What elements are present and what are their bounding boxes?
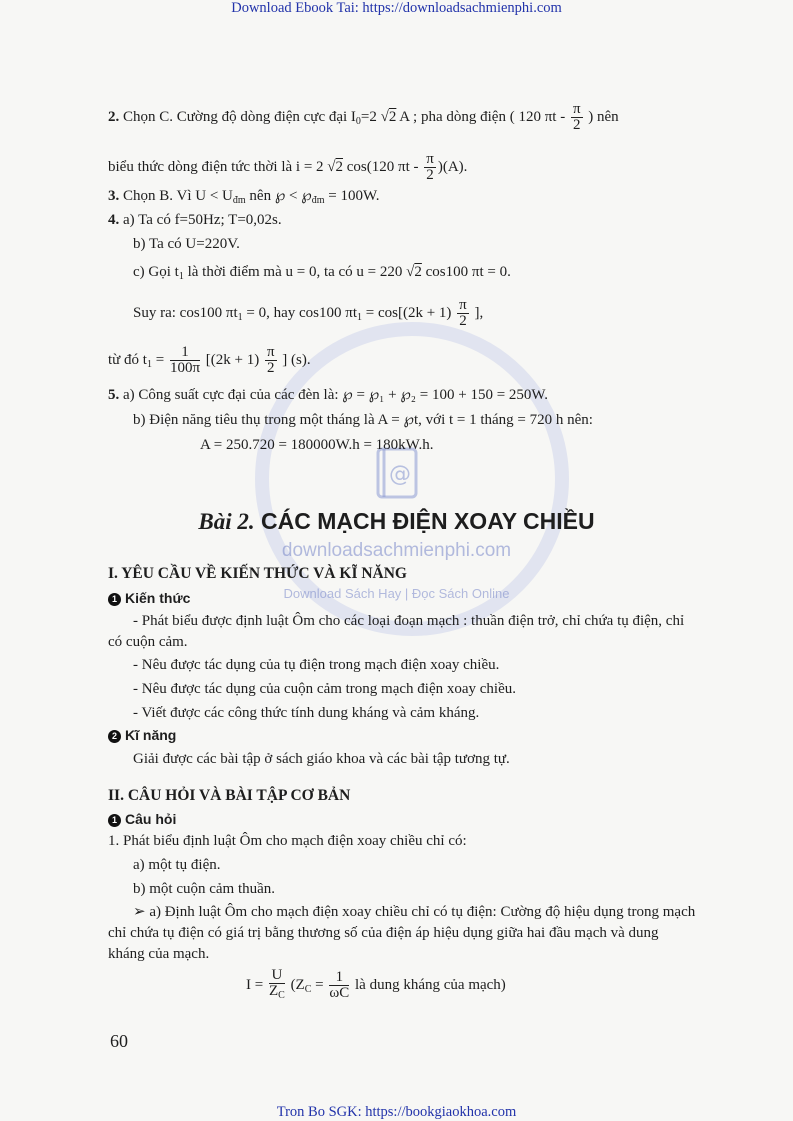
watermark-site: downloadsachmienphi.com bbox=[281, 540, 512, 561]
question-1: 1. Phát biểu định luật Ôm cho mạch điện xoay chiều chỉ có: bbox=[108, 833, 467, 849]
questions-heading: 1 Câu hỏi bbox=[108, 811, 176, 827]
knowledge-item-1: - Phát biểu được định luật Ôm cho các loại đoạn mạch : thuần điện trở, chỉ chứa tụ điện, chỉ có cuộn cảm. bbox=[108, 613, 685, 650]
question-1a: a) một tụ điện. bbox=[133, 857, 221, 873]
section-2-title: II. CÂU HỎI VÀ BÀI TẬP CƠ BẢN bbox=[108, 787, 351, 804]
knowledge-item-4: - Viết được các công thức tính dung kháng và cảm kháng. bbox=[133, 705, 480, 721]
knowledge-item-3: - Nêu được tác dụng của cuộn cảm trong mạch điện xoay chiều. bbox=[133, 681, 517, 697]
pi-over-2-fraction: $\frac{\pi}{2}$ bbox=[266, 344, 275, 376]
answer-4a: 4. a) Ta có f=50Hz; T=0,02s. bbox=[108, 212, 282, 228]
answer-paragraph: ➢ a) Định luật Ôm cho mạch điện xoay chiều chỉ có tụ điện: Cường độ hiệu dụng trong mạch chỉ chứa tụ điện có giá trị bằng thương số của điện áp hiệu dụng giữa hai đầu mạch và dung kháng của mạch. bbox=[108, 904, 696, 962]
answer-5b: b) Điện năng tiêu thụ trong một tháng là A = ℘t, với t = 1 tháng = 720 h nên: bbox=[133, 412, 593, 428]
knowledge-item-2: - Nêu được tác dụng của tụ điện trong mạch điện xoay chiều. bbox=[133, 657, 500, 673]
svg-text:@: @ bbox=[389, 462, 411, 487]
pi-over-2-fraction: $\frac{\pi}{2}$ bbox=[426, 151, 434, 183]
pi-over-2-fraction: $\frac{\pi}{2}$ bbox=[572, 101, 581, 133]
number-circle-icon: 2 bbox=[108, 730, 121, 743]
answer-4b: b) Ta có U=220V. bbox=[133, 236, 240, 252]
answer-5c: A = 250.720 = 180000W.h = 180kW.h. bbox=[200, 437, 434, 453]
footer-sgk-link[interactable]: Tron Bo SGK: https://bookgiaokhoa.com bbox=[276, 1104, 517, 1120]
header-download-link[interactable]: Download Ebook Tai: https://downloadsachmienphi.com bbox=[231, 0, 562, 16]
skill-heading: 2 Kĩ năng bbox=[108, 727, 176, 743]
answer-4c: c) Gọi $t_1$ là thời điểm mà u = 0, ta có u = 220 √2 cos100 πt = 0. bbox=[133, 264, 511, 282]
number-circle-icon: 1 bbox=[108, 593, 121, 606]
answer-4-suy-ra: Suy ra: cos100 $\pi t_1 = 0$, hay cos100 $\pi t_1 = \cos[(2k + 1)$ $\frac{\pi}{2}$ ], bbox=[133, 297, 484, 329]
answer-2-line2: biểu thức dòng điện tức thời là i = 2 √2 cos(120 πt - $\frac{\pi}{2}$ )(A). bbox=[108, 151, 468, 183]
lesson-title: Bài 2. CÁC MẠCH ĐIỆN XOAY CHIỀU bbox=[198, 508, 595, 534]
one-over-omega-c-fraction: $\frac{1}{\omega C}$ bbox=[329, 969, 350, 1001]
answer-4-t1: từ đó $t_1$ = $\frac{1}{100\pi}$ [(2k + 1) $\frac{\pi}{2}$ ] (s). bbox=[108, 344, 311, 376]
one-over-100pi-fraction: $\frac{1}{100\pi}$ bbox=[169, 344, 201, 376]
pi-over-2-fraction: $\frac{\pi}{2}$ bbox=[459, 297, 467, 329]
page-number: 60 bbox=[110, 1031, 128, 1051]
section-1-title: I. YÊU CẦU VỀ KIẾN THỨC VÀ KĨ NĂNG bbox=[108, 565, 407, 582]
skill-item-1: Giải được các bài tập ở sách giáo khoa và các bài tập tương tự. bbox=[133, 751, 510, 767]
answer-2-line1: 2. Chọn C. Cường độ dòng điện cực đại $I_0=2$ √2 A ; pha dòng điện ( 120 πt - $\frac{\pi}{2}$ ) nên bbox=[108, 101, 619, 133]
question-1b: b) một cuộn cảm thuần. bbox=[133, 881, 276, 897]
answer-3: 3. Chọn B. Vì $U < U_{đm}$ nên ℘ < $℘_{đm} = 100W$. bbox=[108, 188, 380, 206]
answer-5a: 5. a) Công suất cực đại của các đèn là: ℘ = ℘₁ + ℘₂ = 100 + 150 = 250W. bbox=[108, 387, 548, 403]
knowledge-heading: 1 Kiến thức bbox=[108, 590, 190, 606]
watermark-tagline: Download Sách Hay | Đọc Sách Online bbox=[283, 586, 510, 601]
number-circle-icon: 1 bbox=[108, 814, 121, 827]
u-over-zc-fraction: $\frac{U}{Z_C}$ bbox=[268, 967, 285, 1001]
ohm-formula: I = $\frac{U}{Z_C}$ ($Z_C$ = $\frac{1}{\omega C}$ là dung kháng của mạch) bbox=[246, 967, 506, 1001]
